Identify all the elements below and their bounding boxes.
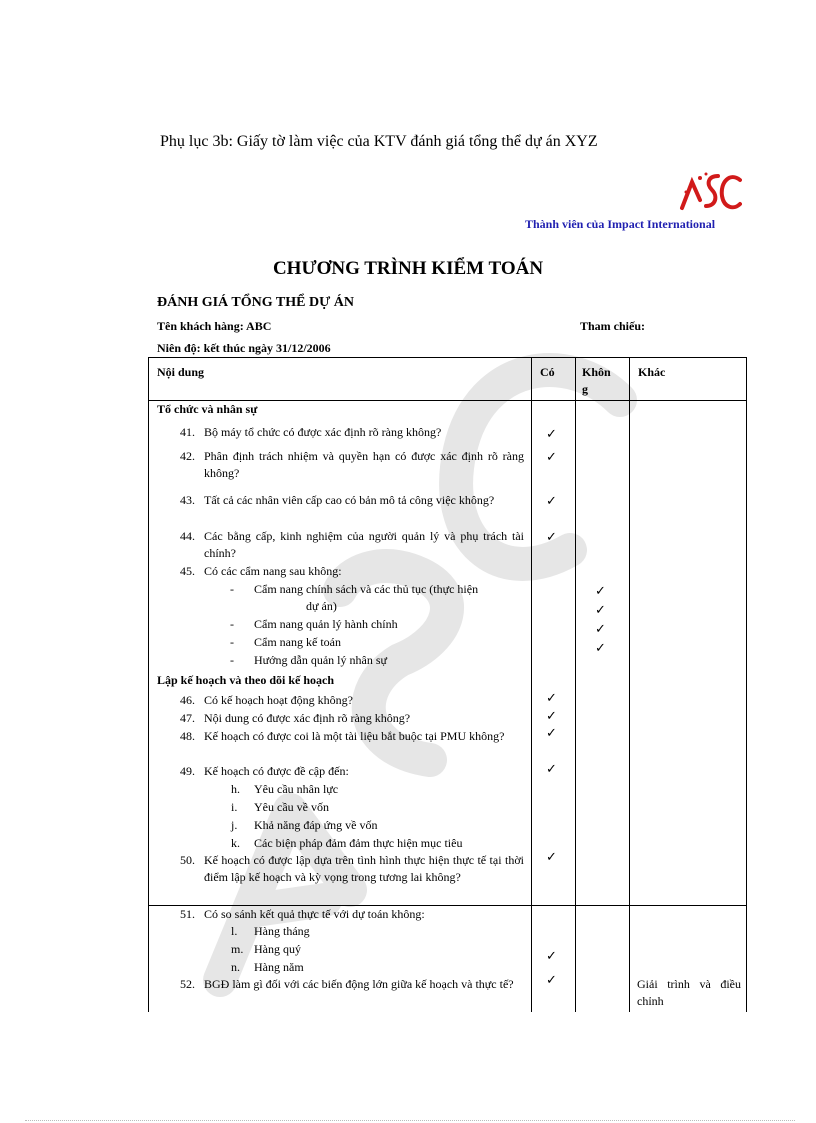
question-number: 51. bbox=[180, 907, 195, 921]
check-icon: ✓ bbox=[546, 726, 557, 741]
question-text: Các bằng cấp, kinh nghiệm của người quản lý và phụ trách tài chính? bbox=[204, 529, 524, 560]
bullet: - bbox=[230, 582, 234, 596]
item-letter: k. bbox=[231, 836, 240, 850]
period-label: Niên độ: kết thúc ngày 31/12/2006 bbox=[157, 341, 331, 355]
col-divider-other bbox=[629, 357, 630, 1012]
col-divider-no bbox=[575, 357, 576, 1012]
header-yes: Có bbox=[540, 365, 555, 379]
question-number: 50. bbox=[180, 853, 195, 867]
item-text: Hàng năm bbox=[254, 960, 304, 974]
check-icon: ✓ bbox=[595, 584, 606, 599]
check-icon: ✓ bbox=[546, 973, 557, 988]
check-icon: ✓ bbox=[546, 494, 557, 509]
item-text: Hàng tháng bbox=[254, 924, 310, 938]
asc-logo-icon bbox=[678, 170, 742, 214]
question-number: 46. bbox=[180, 693, 195, 707]
check-icon: ✓ bbox=[595, 603, 606, 618]
question-text: Có so sánh kết quả thực tế với dự toán không: bbox=[204, 907, 425, 921]
table-border-left bbox=[148, 357, 149, 1012]
check-icon: ✓ bbox=[546, 530, 557, 545]
question-number: 47. bbox=[180, 711, 195, 725]
item-text: Các biện pháp đảm đảm thực hiện mục tiêu bbox=[254, 836, 463, 850]
table-border-right bbox=[746, 357, 747, 1012]
appendix-title: Phụ lục 3b: Giấy tờ làm việc của KTV đánh giá tổng thể dự án XYZ bbox=[160, 133, 598, 150]
bullet: - bbox=[230, 617, 234, 631]
table-border-top bbox=[148, 357, 747, 358]
other-note: Giải trình và điều chỉnh bbox=[637, 977, 741, 1008]
question-text: Tất cả các nhân viên cấp cao có bản mô tả công việc không? bbox=[204, 493, 495, 507]
question-number: 41. bbox=[180, 425, 195, 439]
item-letter: h. bbox=[231, 782, 240, 796]
group-organization: Tổ chức và nhân sự bbox=[157, 402, 258, 416]
reference-label: Tham chiếu: bbox=[580, 319, 646, 333]
manual-item-text-cont: dự án) bbox=[306, 599, 337, 613]
question-number: 43. bbox=[180, 493, 195, 507]
check-icon: ✓ bbox=[546, 762, 557, 777]
program-title: CHƯƠNG TRÌNH KIỂM TOÁN bbox=[272, 258, 544, 279]
question-text: Kế hoạch có được lập dựa trên tình hình thực hiện thực tế tại thời điểm lập kế hoạch và kỳ vọng trong tương lai không? bbox=[204, 853, 524, 884]
manual-item-text: Cẩm nang quản lý hành chính bbox=[254, 617, 398, 631]
item-letter: j. bbox=[231, 818, 238, 832]
question-text: BGĐ làm gì đối với các biến động lớn giữa kế hoạch và thực tế? bbox=[204, 977, 514, 991]
check-icon: ✓ bbox=[546, 709, 557, 724]
question-number: 52. bbox=[180, 977, 195, 991]
question-text: Có kế hoạch hoạt động không? bbox=[204, 693, 353, 707]
header-other: Khác bbox=[638, 365, 666, 379]
item-text: Yêu cầu về vốn bbox=[254, 800, 329, 814]
question-text: Có các cẩm nang sau không: bbox=[204, 564, 342, 578]
question-number: 48. bbox=[180, 729, 195, 743]
question-text: Nội dung có được xác định rõ ràng không? bbox=[204, 711, 411, 725]
asc-watermark bbox=[150, 290, 710, 1010]
page-bottom-divider bbox=[25, 1120, 795, 1121]
item-letter: m. bbox=[231, 942, 244, 956]
check-icon: ✓ bbox=[595, 641, 606, 656]
question-number: 44. bbox=[180, 529, 195, 543]
question-text: Phân định trách nhiệm và quyền hạn có được xác định rõ ràng không? bbox=[204, 449, 524, 480]
check-icon: ✓ bbox=[546, 450, 557, 465]
item-letter: n. bbox=[231, 960, 240, 974]
question-text: Kế hoạch có được coi là một tài liệu bắt buộc tại PMU không? bbox=[204, 729, 505, 743]
manual-item-text: Hướng dẫn quản lý nhân sự bbox=[254, 653, 388, 667]
item-text: Yêu cầu nhân lực bbox=[254, 782, 339, 796]
check-icon: ✓ bbox=[546, 427, 557, 442]
item-text: Khả năng đáp ứng về vốn bbox=[254, 818, 378, 832]
question-number: 42. bbox=[180, 449, 195, 463]
check-icon: ✓ bbox=[546, 850, 557, 865]
question-text: Bộ máy tổ chức có được xác định rõ ràng không? bbox=[204, 425, 442, 439]
question-number: 49. bbox=[180, 764, 195, 778]
check-icon: ✓ bbox=[546, 949, 557, 964]
header-no-line2: g bbox=[582, 382, 588, 396]
question-text: Kế hoạch có được đề cập đến: bbox=[204, 764, 349, 778]
header-no-line1: Khôn bbox=[582, 365, 611, 379]
header-content: Nội dung bbox=[157, 365, 205, 379]
bullet: - bbox=[230, 635, 234, 649]
item-letter: i. bbox=[231, 800, 238, 814]
check-icon: ✓ bbox=[595, 622, 606, 637]
item-letter: l. bbox=[231, 924, 238, 938]
col-divider-yes bbox=[531, 357, 532, 1012]
item-text: Hàng quý bbox=[254, 942, 301, 956]
group-planning: Lập kế hoạch và theo dõi kế hoạch bbox=[157, 673, 335, 687]
manual-item-text: Cẩm nang kế toán bbox=[254, 635, 341, 649]
client-label: Tên khách hàng: ABC bbox=[157, 319, 272, 333]
question-number: 45. bbox=[180, 564, 195, 578]
check-icon: ✓ bbox=[546, 691, 557, 706]
manual-item-text: Cẩm nang chính sách và các thủ tục (thực hiện bbox=[254, 582, 479, 596]
bullet: - bbox=[230, 653, 234, 667]
section-title: ĐÁNH GIÁ TỔNG THỂ DỰ ÁN bbox=[157, 295, 354, 310]
member-text: Thành viên của Impact International bbox=[525, 217, 716, 231]
